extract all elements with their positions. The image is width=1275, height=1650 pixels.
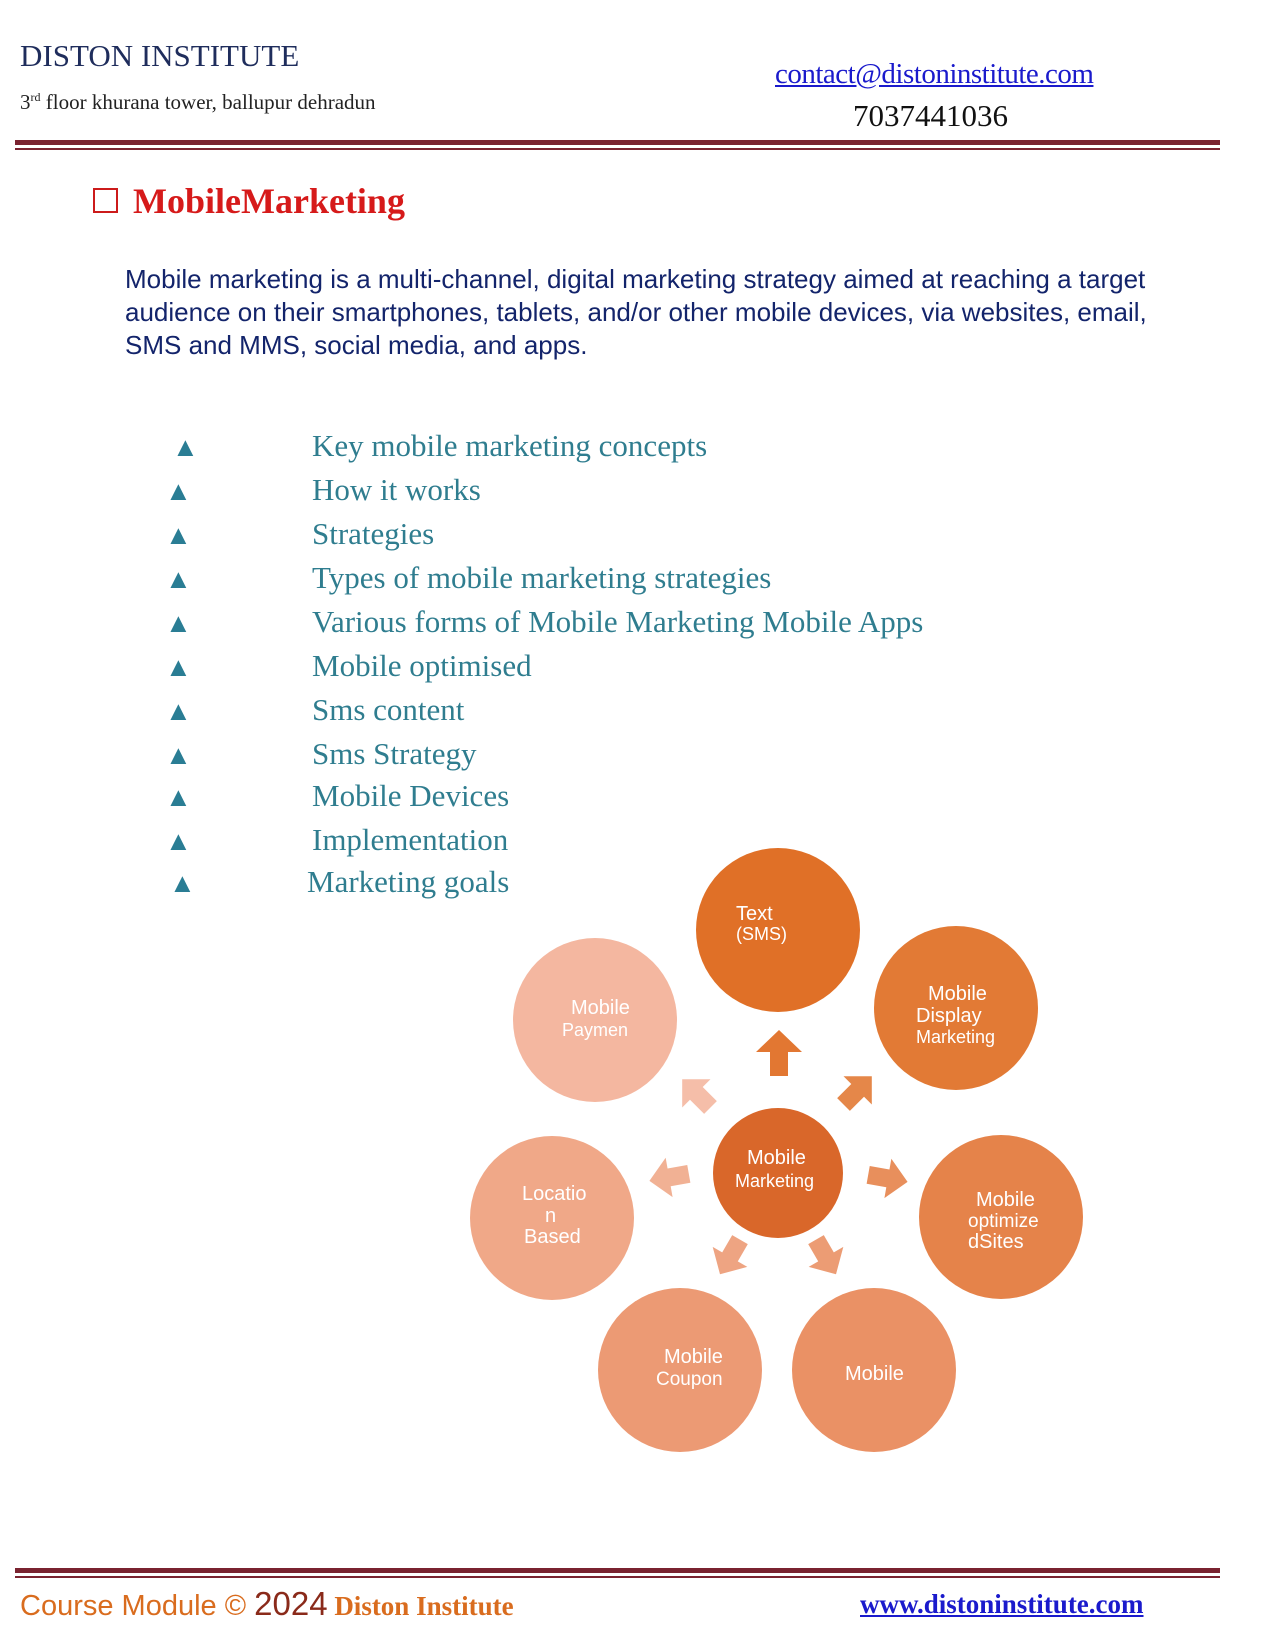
list-item: Marketing goals (307, 864, 510, 899)
node-mobile-coupon (598, 1288, 762, 1452)
arrow-left-icon (646, 1154, 692, 1200)
node-coupon-line2: Coupon (656, 1369, 723, 1390)
list-item: Types of mobile marketing strategies (312, 560, 772, 595)
triangle-bullet-icon: ▲ (169, 868, 196, 898)
node-payment-line2: Paymen (562, 1020, 629, 1040)
node-sites-line3: dSites (968, 1231, 1024, 1253)
triangle-bullet-icon: ▲ (165, 564, 192, 594)
arrow-down-left-icon (703, 1230, 758, 1285)
center-line1: Mobile (747, 1147, 806, 1169)
list-item: Various forms of Mobile Marketing Mobile Apps (312, 604, 924, 639)
header-divider-thick (15, 140, 1220, 145)
node-payment-line1: Mobile (571, 997, 630, 1019)
email-link[interactable]: contact@distoninstitute.com (775, 58, 1094, 90)
node-mobile-optimized-sites (919, 1135, 1083, 1299)
triangle-bullet-icon: ▲ (165, 740, 192, 770)
node-display-line2: Display (916, 1005, 982, 1027)
node-location-line2: n (545, 1205, 557, 1227)
arrow-up-icon (756, 1030, 802, 1076)
arrow-down-right-icon (799, 1230, 854, 1285)
section-title: MobileMarketing (133, 181, 405, 221)
triangle-bullet-icon: ▲ (165, 696, 192, 726)
node-text-sms-line2: (SMS) (736, 924, 787, 944)
triangle-bullet-icon: ▲ (165, 652, 192, 682)
node-location-line3: Based (524, 1226, 581, 1248)
triangle-bullet-icon: ▲ (165, 826, 192, 856)
node-mobile (792, 1288, 956, 1452)
website-link[interactable]: www.distoninstitute.com (860, 1589, 1144, 1619)
triangle-bullet-icon: ▲ (165, 476, 192, 506)
address-text: floor khurana tower, ballupur dehradun (40, 90, 376, 114)
list-item: Strategies (312, 516, 435, 551)
triangle-bullet-icon: ▲ (165, 520, 192, 550)
footer-divider-thick (15, 1568, 1220, 1573)
node-text-sms-line1: Text (736, 903, 773, 925)
node-sites-line2: optimize (968, 1211, 1039, 1232)
triangle-bullet-icon: ▲ (165, 782, 192, 812)
list-item: Sms Strategy (312, 736, 477, 771)
node-coupon-line1: Mobile (664, 1346, 723, 1368)
node-mobile-payment (513, 938, 677, 1102)
triangle-bullet-icon: ▲ (165, 608, 192, 638)
node-sites-line1: Mobile (976, 1189, 1035, 1211)
intro-paragraph: Mobile marketing is a multi-channel, digital marketing strategy aimed at reaching a target audience on their smartphones, tablets, and/or other mobile devices, via websites, email, SMS and MMS, social media, and apps. (125, 264, 1147, 360)
node-center-mobile-marketing (713, 1108, 843, 1238)
list-item: Key mobile marketing concepts (312, 428, 708, 463)
triangle-bullet-icon: ▲ (172, 432, 199, 462)
footer-course-label: Course Module © (20, 1590, 255, 1622)
header-divider-thin (15, 148, 1220, 150)
list-item: Mobile optimised (312, 648, 532, 683)
footer-institute: Diston Institute (327, 1591, 514, 1621)
node-display-line1: Mobile (928, 983, 987, 1005)
footer-copyright (20, 1585, 514, 1623)
address (20, 90, 376, 115)
node-text-sms (696, 848, 860, 1012)
node-location-based (470, 1136, 634, 1300)
institute-name: DISTON INSTITUTE (20, 38, 300, 73)
footer-year: 2024 (254, 1585, 328, 1622)
center-line2: Marketing (735, 1171, 815, 1191)
mobile-marketing-diagram (440, 840, 1120, 1480)
node-location-line1: Locatio (522, 1183, 587, 1205)
list-item: Sms content (312, 692, 465, 727)
title-checkbox-icon (93, 188, 118, 213)
arrow-up-left-icon (668, 1065, 725, 1122)
address-suffix: rd (30, 90, 41, 104)
list-item: Mobile Devices (312, 778, 510, 813)
arrow-up-right-icon (829, 1062, 886, 1119)
address-floor: 3 (20, 90, 31, 114)
list-item: Implementation (312, 822, 509, 857)
node-display-line3: Marketing (916, 1027, 996, 1047)
arrow-right-icon (865, 1155, 911, 1201)
footer-divider-thin (15, 1576, 1220, 1578)
node-mobile-display-marketing (874, 926, 1038, 1090)
node-mobile-line1: Mobile (845, 1363, 904, 1385)
list-item: How it works (312, 472, 481, 507)
phone-number: 7037441036 (853, 98, 1008, 133)
